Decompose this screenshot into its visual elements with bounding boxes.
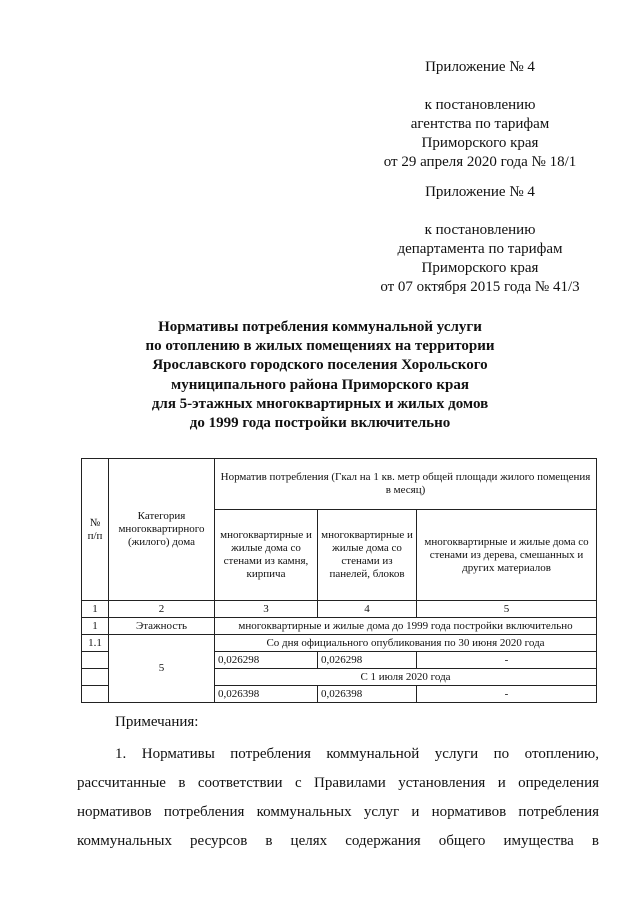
value-stone: 0,026398 — [215, 686, 318, 703]
appendix-line: Приморского края — [421, 260, 539, 276]
subheader-stone: многоквартирные и жилые дома со стенами из камня, кирпича — [215, 510, 318, 601]
row-number: 1 — [82, 618, 109, 635]
header-category: Категория многоквартирного (жилого) дома — [109, 459, 215, 601]
value-panel: 0,026398 — [318, 686, 417, 703]
notes-line: коммунальных ресурсов в целях содержания общего имущества в — [77, 833, 599, 849]
table-index-row — [82, 601, 597, 618]
document-heading — [100, 318, 540, 433]
table-header-row — [82, 459, 597, 510]
header-number: № п/п — [82, 459, 109, 601]
row-period: С 1 июля 2020 года — [215, 669, 597, 686]
header-norm: Норматив потребления (Гкал на 1 кв. метр общей площади жилого помещения в месяц) — [215, 459, 597, 510]
appendix-date: от 29 апреля 2020 года № 18/1 — [383, 154, 577, 170]
row-category: Этажность — [109, 618, 215, 635]
heading-line: до 1999 года постройки включительно — [189, 415, 451, 432]
appendix-line: агентства по тарифам — [410, 116, 550, 132]
index-cell: 1 — [82, 601, 109, 618]
value-wood: - — [417, 686, 597, 703]
index-cell: 5 — [417, 601, 597, 618]
row-number: 1.1 — [82, 635, 109, 652]
norms-table — [81, 458, 597, 703]
row-number-empty — [82, 669, 109, 686]
appendix-line: Приморского края — [421, 135, 539, 151]
appendix-block-agency — [360, 58, 600, 172]
table-row — [82, 635, 597, 652]
notes-section — [77, 708, 599, 856]
appendix-line: к постановлению — [424, 222, 536, 238]
notes-line: 1. Нормативы потребления коммунальной услуги по отоплению, — [115, 746, 599, 762]
index-cell: 4 — [318, 601, 417, 618]
index-cell: 2 — [109, 601, 215, 618]
appendix-block-department — [360, 183, 600, 297]
heading-line: Ярославского городского поселения Хорольского — [152, 357, 488, 374]
value-wood: - — [417, 652, 597, 669]
row-floors: 5 — [109, 635, 215, 703]
subheader-panel: многоквартирные и жилые дома со стенами из панелей, блоков — [318, 510, 417, 601]
appendix-title: Приложение № 4 — [425, 59, 535, 75]
heading-line: муниципального района Приморского края — [170, 376, 470, 393]
appendix-date: от 07 октября 2015 года № 41/3 — [380, 279, 580, 295]
index-cell: 3 — [215, 601, 318, 618]
subheader-wood: многоквартирные и жилые дома со стенами из дерева, смешанных и других материалов — [417, 510, 597, 601]
notes-line: рассчитанные в соответствии с Правилами установления и определения — [77, 775, 599, 791]
value-panel: 0,026298 — [318, 652, 417, 669]
row-period: Со дня официального опубликования по 30 июня 2020 года — [215, 635, 597, 652]
appendix-line: к постановлению — [424, 97, 536, 113]
row-number-empty — [82, 652, 109, 669]
table-row — [82, 618, 597, 635]
heading-line: Нормативы потребления коммунальной услуги — [158, 319, 482, 335]
notes-title: Примечания: — [115, 714, 199, 730]
notes-line: нормативов потребления коммунальных услуг и нормативов потребления — [77, 804, 599, 820]
appendix-title: Приложение № 4 — [425, 184, 535, 200]
value-stone: 0,026298 — [215, 652, 318, 669]
row-number-empty — [82, 686, 109, 703]
row-value: многоквартирные и жилые дома до 1999 года постройки включительно — [215, 618, 597, 635]
heading-line: для 5-этажных многоквартирных и жилых домов — [151, 395, 489, 412]
heading-line: по отоплению в жилых помещениях на территории — [145, 338, 495, 355]
appendix-line: департамента по тарифам — [397, 241, 563, 257]
